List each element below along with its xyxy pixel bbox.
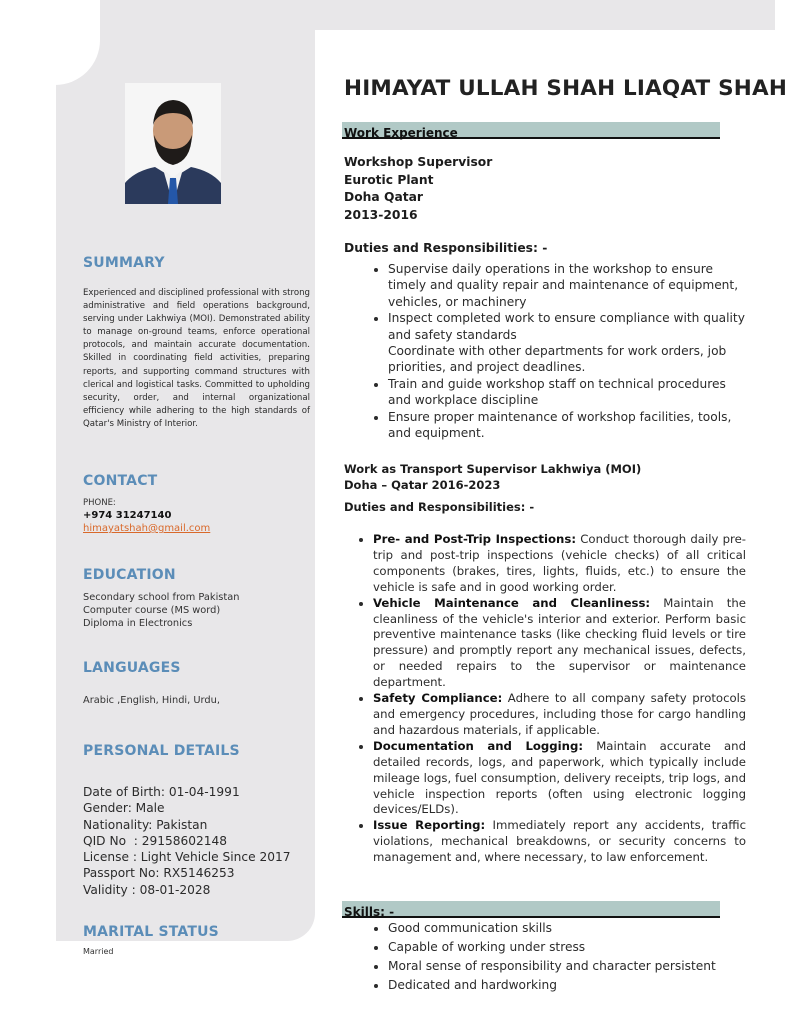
job-1-duties-list bbox=[344, 261, 746, 441]
duty-text: Conduct thorough daily pre-trip and post-trip inspections (vehicle checks) of all critical components (brakes, tires, lights, fluids, etc.) to ensure the vehicle is safe and in good working order. bbox=[373, 532, 747, 594]
skill-item: • Dedicated and hardworking bbox=[388, 976, 746, 995]
profile-photo bbox=[125, 83, 221, 204]
skills-heading-bar bbox=[342, 901, 720, 918]
skill-item: • Moral sense of responsibility and character persistent bbox=[388, 957, 746, 976]
personal-detail-gender: Gender: Male bbox=[83, 801, 165, 816]
duty-title: Safety Compliance: bbox=[373, 691, 503, 706]
duty-item: • Train and guide workshop staff on technical procedures and workplace discipline bbox=[388, 376, 746, 409]
work-experience-heading-bar bbox=[342, 122, 720, 139]
duty-item bbox=[373, 532, 746, 596]
job-2-duties-list bbox=[344, 532, 746, 866]
duties-heading: Duties and Responsibilities: - bbox=[344, 500, 535, 514]
education-item: Computer course (MS word) bbox=[83, 605, 221, 616]
marital-status-heading: MARITAL STATUS bbox=[83, 924, 219, 940]
duty-item: Coordinate with other departments for work orders, job priorities, and project deadlines. bbox=[388, 344, 727, 375]
duty-item bbox=[373, 739, 746, 819]
languages-section bbox=[83, 660, 310, 707]
personal-detail-validity: Validity : 08-01-2028 bbox=[83, 882, 211, 897]
duty-title: Documentation and Logging: bbox=[373, 738, 584, 753]
languages-text: Arabic ,English, Hindi, Urdu, bbox=[83, 695, 220, 706]
phone-label: PHONE: bbox=[83, 498, 116, 508]
contact-heading: CONTACT bbox=[83, 473, 158, 489]
duty-item bbox=[373, 691, 746, 739]
contact-section bbox=[83, 473, 310, 534]
duty-text: Adhere to all company safety protocols and emergency procedures, including those for cargo handling and hazardous materials, if applicable. bbox=[373, 691, 746, 737]
duty-item: • Ensure proper maintenance of workshop facilities, tools, and equipment. bbox=[388, 409, 746, 442]
job-title: Work as Transport Supervisor Lakhwiya (MOI) bbox=[344, 462, 642, 476]
job-title: Workshop Supervisor bbox=[344, 155, 493, 169]
duty-title: Pre- and Post-Trip Inspections: bbox=[373, 532, 577, 546]
summary-text: Experienced and disciplined professional with strong administrative and field operations background, serving under Lakhwiya (MOI). Demonstrated ability to manage on-ground teams, enforce operational protocols, and maintain accurate documentation. Skilled in coordinating field activities, preparing reports, and supporting command structures with clerical and logistical tasks. Committed to upholding security, order, and internal organizational efficiency while adhering to the high standards of Qatar's Ministry of Interior. bbox=[83, 288, 310, 429]
summary-section bbox=[83, 255, 310, 431]
duty-text: Maintain the cleanliness of the vehicle's interior and exterior. Perform basic preventive maintenance tasks (like checking fluid levels or tire pressure) and promptly report any mechanical issues, defects, or needed repairs to the supervisor or maintenance department. bbox=[373, 595, 746, 690]
skills-heading: Skills: - bbox=[344, 905, 395, 919]
duty-item: • Supervise daily operations in the workshop to ensure timely and quality repair and maintenance of equipment, vehicles, or machinery bbox=[388, 261, 746, 310]
job-location-dates: Doha – Qatar 2016-2023 bbox=[344, 478, 501, 492]
personal-detail-dob: Date of Birth: 01-04-1991 bbox=[83, 785, 240, 799]
header-band bbox=[100, 0, 775, 30]
skill-item: • Good communication skills bbox=[388, 919, 746, 938]
education-heading: EDUCATION bbox=[83, 567, 176, 583]
skills-list bbox=[344, 919, 746, 995]
duty-item: • Inspect completed work to ensure compliance with quality and safety standards bbox=[388, 310, 746, 343]
marital-status-text: Married bbox=[83, 947, 114, 956]
job-1 bbox=[344, 154, 746, 441]
person-portrait-icon bbox=[125, 83, 221, 204]
personal-detail-qid: QID No : 29158602148 bbox=[83, 833, 228, 848]
languages-heading: LANGUAGES bbox=[83, 660, 181, 676]
skills-section bbox=[344, 919, 746, 995]
duty-text: Immediately report any accidents, traffic violations, mechanical breakdowns, or security concerns to management and, where necessary, to law enforcement. bbox=[373, 818, 746, 865]
job-location: Doha Qatar bbox=[344, 190, 423, 204]
duty-item bbox=[373, 818, 746, 866]
duty-title: Issue Reporting: bbox=[373, 818, 486, 833]
personal-details-section bbox=[83, 743, 310, 898]
duty-item bbox=[373, 596, 746, 691]
duty-title: Vehicle Maintenance and Cleanliness: bbox=[373, 595, 651, 610]
duty-text: Maintain accurate and detailed records, logs, and paperwork, which typically include mileage logs, fuel consumption, delivery receipts, trip logs, and vehicle inspection reports (often using electronic logging devices/ELDs). bbox=[373, 738, 746, 817]
personal-details-heading: PERSONAL DETAILS bbox=[83, 743, 240, 759]
phone-number: +974 31247140 bbox=[83, 510, 172, 521]
personal-detail-nationality: Nationality: Pakistan bbox=[83, 817, 208, 832]
job-company: Eurotic Plant bbox=[344, 172, 434, 187]
education-section bbox=[83, 567, 310, 630]
email-link[interactable]: himayatshah@gmail.com bbox=[83, 523, 211, 534]
job-dates: 2013-2016 bbox=[344, 207, 418, 222]
work-experience-heading: Work Experience bbox=[344, 126, 458, 140]
personal-detail-license: License : Light Vehicle Since 2017 bbox=[83, 850, 291, 865]
duties-heading: Duties and Responsibilities: - bbox=[344, 241, 548, 255]
education-item: Diploma in Electronics bbox=[83, 618, 193, 629]
skill-item: • Capable of working under stress bbox=[388, 938, 746, 957]
education-item: Secondary school from Pakistan bbox=[83, 592, 240, 603]
personal-detail-passport: Passport No: RX5146253 bbox=[83, 866, 235, 881]
corner-cutout bbox=[0, 0, 100, 85]
summary-heading: SUMMARY bbox=[83, 255, 165, 271]
marital-status-section bbox=[83, 924, 310, 956]
candidate-name: HIMAYAT ULLAH SHAH LIAQAT SHAH bbox=[344, 76, 788, 101]
job-2 bbox=[344, 461, 746, 866]
